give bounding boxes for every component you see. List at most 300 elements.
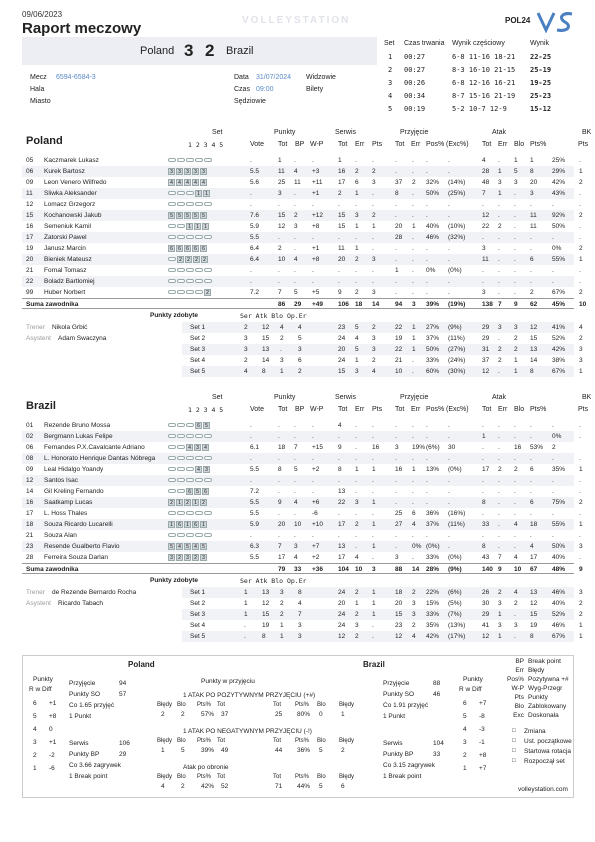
stat-cell: 5.6: [250, 179, 260, 186]
sum-cell: 7: [498, 301, 502, 308]
stat-cell: 2: [579, 289, 583, 296]
block-value: 49: [221, 747, 229, 754]
set-cell: 4: [244, 368, 248, 375]
stat-cell: 20: [278, 521, 286, 528]
rotation-box: 1: [186, 223, 193, 230]
set-cell: (27%): [448, 346, 466, 353]
stat-cell: .: [372, 157, 374, 164]
stat-cell: .: [250, 532, 252, 539]
stat-cell: .: [579, 234, 581, 241]
set-cell: 15%: [426, 600, 440, 607]
results-cell: 00:34: [404, 92, 426, 100]
stat-cell: .: [412, 157, 414, 164]
set-cell: 1: [579, 633, 583, 640]
set-boxes: [168, 177, 208, 188]
rotation-box: [204, 202, 212, 206]
set-cell: .: [498, 368, 500, 375]
set-cell: 35%: [426, 622, 440, 629]
block-col: Pts%: [295, 702, 310, 708]
results-cell: 00:19: [404, 105, 426, 113]
set-cell: 14: [262, 357, 270, 364]
stat-cell: .: [412, 554, 414, 561]
stat-cell: .: [278, 532, 280, 539]
stat-cell: 25%: [552, 157, 566, 164]
set-row: [182, 598, 583, 609]
table-row: [22, 519, 583, 530]
stat-cell: .: [426, 168, 428, 175]
rotation-box: 2: [193, 256, 200, 263]
trener-label: Trener: [26, 589, 45, 596]
stat-cell: .: [579, 278, 581, 285]
away-sets: 2: [205, 41, 215, 60]
home-sets: 3: [184, 41, 194, 60]
rotation-box: 2: [185, 256, 192, 263]
stat-cell: 28: [395, 234, 403, 241]
set-boxes: [168, 420, 211, 431]
stat-cell: 4: [412, 521, 416, 528]
stat-cell: 1: [579, 168, 583, 175]
stat-cell: (25%): [448, 190, 466, 197]
column-header: BK: [582, 129, 592, 136]
sum-label: Suma zawodnika: [26, 566, 79, 573]
column-header: BP: [295, 141, 305, 148]
stat-cell: .: [514, 488, 516, 495]
column-header: Tot: [338, 406, 348, 413]
rotation-box: [204, 235, 212, 239]
set-cell: (24%): [448, 357, 466, 364]
set-cell: 20: [395, 600, 403, 607]
player-number: 06: [26, 168, 34, 175]
set-cell: 10: [395, 368, 403, 375]
stat-cell: .: [448, 433, 450, 440]
set-boxes: [168, 188, 211, 199]
stat-cell: .: [372, 201, 374, 208]
stat-label: Przyjęcie: [69, 680, 96, 687]
watermark: VOLLEYSTATION: [242, 15, 351, 26]
set-cell: 12: [262, 600, 270, 607]
stat-cell: .: [294, 157, 296, 164]
stat-cell: 32%: [426, 179, 440, 186]
sum-cell: 10: [355, 566, 363, 573]
rotation-box: 2: [201, 256, 208, 263]
set-boxes: [168, 519, 208, 530]
player-number: 09: [26, 466, 34, 473]
stat-cell: .: [372, 532, 374, 539]
stat-cell: 17: [338, 521, 346, 528]
column-header: (Exc%): [446, 141, 469, 148]
column-header: Atak: [492, 394, 507, 401]
set-cell: 15: [338, 368, 346, 375]
stat-cell: .: [278, 455, 280, 462]
set-row: [182, 355, 583, 366]
stat-cell: .: [579, 157, 581, 164]
table-row: [22, 188, 581, 199]
stat-cell: .: [312, 201, 314, 208]
stat-cell: 11: [530, 223, 537, 230]
set-cell: 20: [338, 346, 346, 353]
stat-cell: .: [552, 488, 554, 495]
stat-cell: 16: [395, 466, 403, 473]
set-row: [182, 609, 583, 620]
volleystation-logo-icon: [536, 10, 576, 34]
block-value: 2: [341, 747, 345, 754]
rotation-box: [177, 423, 185, 427]
stat-cell: 11: [294, 179, 301, 186]
stat-cell: +11: [312, 179, 323, 186]
stat-cell: .: [426, 289, 428, 296]
team-name: Brazil: [26, 400, 56, 412]
rotation-box: [186, 202, 194, 206]
stat-cell: .: [312, 234, 314, 241]
stat-cell: .: [355, 444, 357, 451]
stat-cell: 1: [355, 466, 359, 473]
stat-cell: .: [412, 201, 414, 208]
rotation-box: [195, 290, 203, 294]
set-cell: 14: [530, 357, 538, 364]
player-name: Fernandes P.X.Cavalcante Adriano: [44, 444, 145, 451]
set-cell: 29: [482, 324, 490, 331]
rotation-box: 5: [184, 212, 191, 219]
stat-cell: .: [338, 201, 340, 208]
stat-cell: .: [395, 455, 397, 462]
set-cell: 23: [395, 622, 403, 629]
rotation-box: 3: [200, 168, 207, 175]
stat-cell: .: [355, 157, 357, 164]
rotation-box: [195, 268, 203, 272]
set-cell: 1: [372, 611, 376, 618]
set-cell: 52%: [552, 335, 566, 342]
stat-cell: 8: [482, 499, 486, 506]
rotation-box: 6: [176, 521, 183, 528]
set-cell: 33%: [426, 357, 440, 364]
stat-cell: .: [552, 532, 554, 539]
results-cell: 00:26: [404, 79, 426, 87]
stat-cell: .: [412, 256, 414, 263]
stat-cell: .: [426, 488, 428, 495]
player-number: 08: [26, 455, 34, 462]
block-value: 44: [275, 747, 283, 754]
table-row: [22, 486, 581, 497]
stat-cell: .: [530, 234, 532, 241]
set-boxes: [168, 243, 208, 254]
rotation-box: 3: [194, 444, 201, 451]
stat-cell: 50%: [426, 190, 440, 197]
stat-cell: 4: [294, 168, 298, 175]
rotation-diff: +1: [49, 700, 57, 707]
set-cell: 8: [262, 368, 266, 375]
column-header: Set: [212, 394, 223, 401]
block-col: Błędy: [157, 774, 173, 780]
set-cell: (13%): [448, 622, 466, 629]
stat-cell: .: [482, 510, 484, 517]
asystent-name: Adam Swaczyna: [58, 335, 107, 342]
legend-value: Pozytywna +#: [528, 676, 569, 683]
stat-value: 88: [433, 680, 441, 687]
results-cell: 25-23: [530, 92, 552, 100]
stat-cell: .: [579, 223, 581, 230]
rotation-box: [195, 456, 203, 460]
stat-cell: 8: [530, 168, 534, 175]
stat-cell: +2: [312, 466, 320, 473]
rotation-box: [204, 511, 212, 515]
player-name: Zatorski Pawel: [44, 234, 87, 241]
stat-cell: .: [372, 488, 374, 495]
stat-cell: +8: [312, 256, 320, 263]
stat-cell: .: [312, 422, 314, 429]
rotation-diff: -6: [49, 765, 55, 772]
stat-cell: 12: [278, 223, 286, 230]
stat-cell: 10: [278, 256, 286, 263]
block-col: Blo: [177, 702, 186, 708]
set-cell: 8: [530, 368, 534, 375]
set-boxes: [168, 155, 213, 166]
stat-cell: .: [552, 422, 554, 429]
rotation-box: [186, 456, 194, 460]
stat-cell: .: [530, 477, 532, 484]
player-number: 09: [26, 179, 34, 186]
stat-value: 57: [119, 691, 127, 698]
stat-label: Co 1.65 przyjęć: [69, 702, 115, 709]
stat-label: Co 1.91 przyjęć: [383, 702, 429, 709]
stat-cell: 1: [514, 157, 518, 164]
stat-cell: .: [448, 289, 450, 296]
block-col: Tot: [217, 738, 226, 744]
stat-cell: 17: [338, 554, 346, 561]
rotation-box: [177, 224, 185, 228]
player-number: 15: [26, 212, 34, 219]
stat-cell: (32%): [448, 234, 466, 241]
sum-cell: 140: [482, 566, 493, 573]
column-header: Pts: [372, 141, 383, 148]
stat-cell: .: [395, 433, 397, 440]
column-header: Punkty: [274, 129, 296, 136]
sum-cell: 45%: [552, 301, 566, 308]
set-row: [182, 366, 583, 377]
stat-cell: 4: [514, 554, 518, 561]
set-boxes: [168, 486, 210, 497]
block-col: Błędy: [339, 702, 355, 708]
stat-cell: .: [448, 157, 450, 164]
stat-label: Punkty BP: [383, 751, 414, 758]
set-cell: (30%): [448, 368, 466, 375]
player-name: Kurek Bartosz: [44, 168, 85, 175]
rotation-box: 4: [202, 444, 209, 451]
rotation-box: [177, 511, 185, 515]
stat-cell: 28: [482, 168, 490, 175]
set-cell: 3: [372, 346, 376, 353]
stat-cell: 2: [579, 499, 583, 506]
set-cell: 2: [355, 589, 359, 596]
player-name: Sliwka Aleksander: [44, 190, 97, 197]
stat-cell: .: [312, 278, 314, 285]
stat-cell: .: [426, 422, 428, 429]
set-cell: 1: [280, 633, 284, 640]
set-cell: 24: [338, 357, 346, 364]
set-boxes: [168, 530, 213, 541]
stat-cell: 4: [294, 256, 298, 263]
set-cell: 2: [355, 633, 359, 640]
stat-cell: .: [412, 455, 414, 462]
stat-cell: .: [355, 267, 357, 274]
results-cell: 1: [388, 53, 393, 61]
set-cell: 7: [298, 611, 302, 618]
set-cell: 41%: [552, 324, 566, 331]
rotation-box: [177, 202, 185, 206]
rotation-box: 6: [202, 488, 209, 495]
stat-cell: .: [395, 212, 397, 219]
rotation-box: [204, 268, 212, 272]
set-cell: 3: [498, 622, 502, 629]
rotation-number: 4: [33, 726, 37, 733]
rotation-box: [195, 478, 203, 482]
column-header: Vote: [250, 406, 265, 413]
stat-cell: 25: [278, 179, 286, 186]
rotation-box: 5: [194, 488, 201, 495]
table-row: [22, 265, 581, 276]
stat-cell: +1: [312, 245, 320, 252]
block-value: 36%: [297, 747, 311, 754]
legend-symbol-icon: □: [512, 728, 516, 734]
column-header: Pts: [372, 406, 383, 413]
stat-cell: .: [372, 455, 374, 462]
rotation-box: 4: [192, 179, 199, 186]
column-header: Pts: [578, 406, 589, 413]
player-name: Bieniek Mateusz: [44, 256, 92, 263]
set-cell: 5: [298, 335, 302, 342]
stat-cell: .: [355, 510, 357, 517]
stat-cell: 4: [355, 554, 359, 561]
stat-cell: 5: [294, 289, 298, 296]
stat-cell: 1: [372, 543, 376, 550]
czas-value: 09:00: [256, 86, 274, 93]
set-cell: 19: [530, 622, 538, 629]
stat-cell: 0%: [552, 433, 562, 440]
block-value: 44%: [297, 783, 311, 790]
stat-cell: 2: [579, 245, 583, 252]
rotation-box: [195, 202, 203, 206]
set-cell: 26: [482, 589, 490, 596]
rotation-diff: +7: [479, 700, 487, 707]
column-header: Err: [411, 406, 421, 413]
set-boxes: [168, 265, 213, 276]
competition-code: POL24: [505, 16, 531, 25]
player-number: 23: [26, 543, 34, 550]
stat-cell: 2: [514, 466, 518, 473]
rotation-box: [186, 158, 194, 162]
stat-cell: .: [278, 488, 280, 495]
stat-cell: 2: [372, 212, 376, 219]
set-cell: 1: [280, 368, 284, 375]
stat-cell: .: [530, 422, 532, 429]
player-name: Kochanowski Jakub: [44, 212, 102, 219]
rotation-box: [204, 158, 212, 162]
set-cell: 24: [338, 335, 346, 342]
rotation-box: [186, 279, 194, 283]
stat-cell: 50%: [552, 543, 566, 550]
stat-cell: .: [514, 234, 516, 241]
set-cell: 3: [514, 324, 518, 331]
stat-cell: 19%: [412, 444, 426, 451]
set-boxes: [168, 453, 213, 464]
stat-cell: 1: [372, 499, 376, 506]
set-row: [182, 344, 583, 355]
stat-cell: 7.2: [250, 488, 260, 495]
stat-cell: 1: [355, 190, 359, 197]
rotation-box: [186, 191, 194, 195]
set-cell: 13: [530, 346, 538, 353]
rotation-box: [195, 158, 203, 162]
stat-cell: 1: [412, 466, 416, 473]
stat-cell: .: [426, 278, 428, 285]
set-boxes: [168, 254, 209, 265]
stat-cell: +6: [312, 499, 320, 506]
stat-cell: 1: [372, 466, 376, 473]
rotation-box: 6: [200, 245, 207, 252]
stat-cell: .: [312, 157, 314, 164]
block-title: Atak po obronie: [183, 764, 229, 771]
stat-label: Serwis: [69, 740, 89, 747]
player-number: 19: [26, 245, 34, 252]
set-cell: 50%: [426, 346, 440, 353]
stat-cell: .: [355, 477, 357, 484]
set-cell: 1: [280, 622, 284, 629]
set-cell: (6%): [448, 589, 462, 596]
stat-cell: +5: [312, 289, 320, 296]
set-cell: 42%: [426, 633, 440, 640]
stat-cell: .: [294, 245, 296, 252]
stat-cell: .: [250, 190, 252, 197]
block-value: 57%: [201, 711, 215, 718]
punkty-zdobyte-label: Punkty zdobyte: [150, 312, 199, 319]
rotation-box: [177, 445, 185, 449]
stat-cell: 2: [530, 289, 534, 296]
table-row: [22, 431, 581, 442]
sum-cell: 86: [278, 301, 286, 308]
block-value: 71: [275, 783, 283, 790]
set-cell: 24: [338, 611, 346, 618]
stat-cell: 75%: [552, 499, 566, 506]
legend-value: Błędy: [528, 667, 545, 674]
rotation-box: [177, 478, 185, 482]
column-header: W-P: [310, 406, 324, 413]
stat-cell: 33: [482, 521, 490, 528]
stat-cell: .: [338, 532, 340, 539]
set-boxes: [168, 442, 210, 453]
stat-cell: .: [514, 532, 516, 539]
away-team-name: Brazil: [226, 45, 254, 57]
set-cell: 12: [262, 324, 270, 331]
stat-cell: .: [426, 455, 428, 462]
set-cell: 4: [412, 633, 416, 640]
set-cell: 15: [395, 611, 403, 618]
column-header: Serwis: [335, 129, 357, 136]
stat-cell: .: [514, 499, 516, 506]
block-col: Blo: [317, 702, 326, 708]
team-name: Poland: [26, 135, 63, 147]
player-name: Leal Hidalgo Yoandy: [44, 466, 104, 473]
stat-cell: 4: [294, 499, 298, 506]
set-cell: 2: [244, 324, 248, 331]
player-name: Lomacz Grzegorz: [44, 201, 96, 208]
stat-cell: .: [412, 289, 414, 296]
rotation-number: 1: [463, 765, 467, 772]
stat-cell: .: [250, 157, 252, 164]
rotation-diff: -1: [479, 739, 485, 746]
stat-label: Co 3.15 zagrywek: [383, 762, 436, 769]
legend-key: BP: [515, 658, 524, 665]
stat-cell: .: [530, 532, 532, 539]
stat-value: 33: [433, 751, 441, 758]
